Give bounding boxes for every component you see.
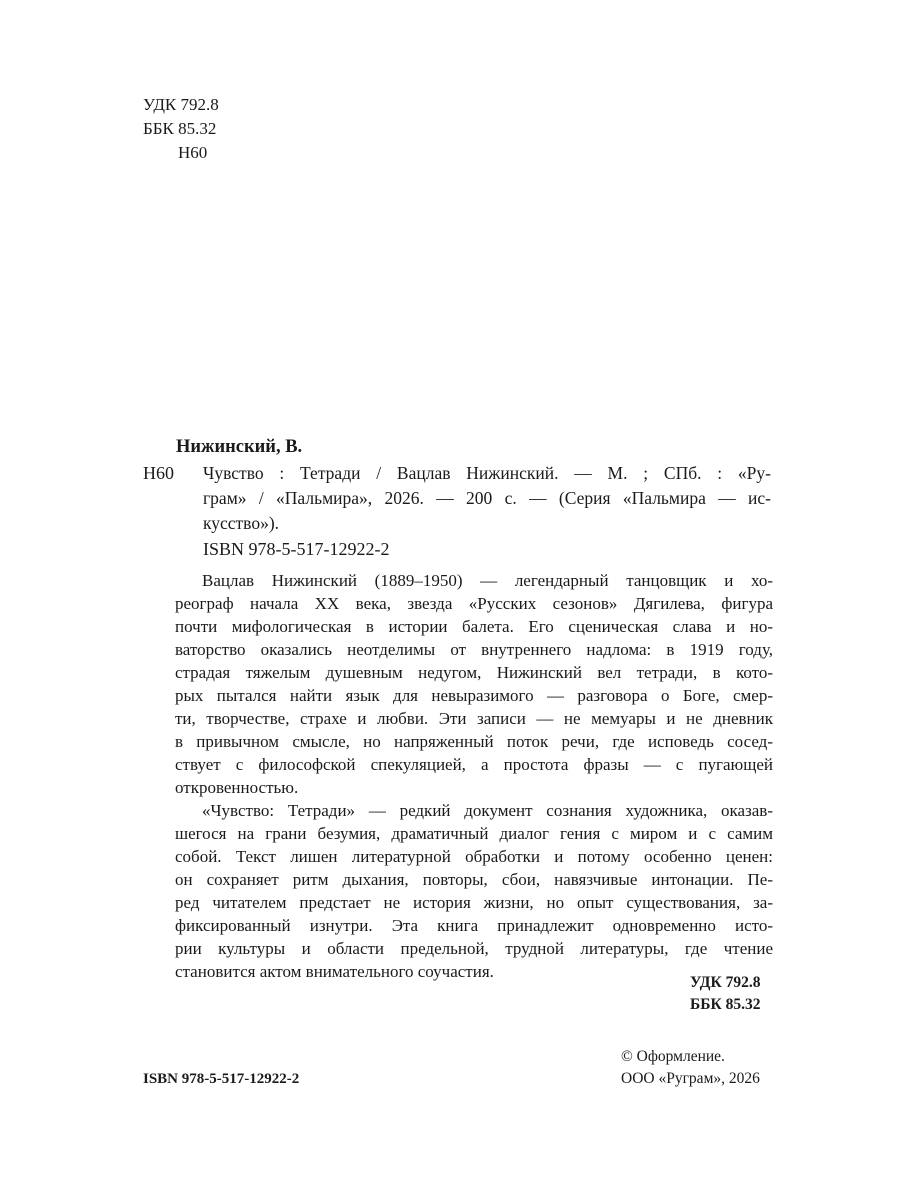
annotation-line: в привычном смысле, но напряженный поток речи, где исповедь сосед- (175, 732, 773, 751)
annotation-line: почти мифологическая в истории балета. Его сценическая слава и но- (175, 617, 773, 636)
bottom-bbk: ББК 85.32 (690, 996, 761, 1013)
bibliographic-description (203, 461, 771, 536)
annotation-line: «Чувство: Тетради» — редкий документ сознания художника, оказав- (202, 801, 773, 820)
record-author: Нижинский, В. (176, 437, 303, 457)
annotation-line: ти, творчестве, страхе и любви. Эти записи — не мемуары и не дневник (175, 709, 773, 728)
annotation-line: становится актом внимательного соучастия. (175, 962, 494, 981)
biblio-line: грам» / «Пальмира», 2026. — 200 с. — (Серия «Пальмира — ис- (203, 488, 771, 508)
record-isbn: ISBN 978-5-517-12922-2 (203, 539, 390, 559)
annotation-line: собой. Текст лишен литературной обработки и потому особенно ценен: (175, 847, 773, 866)
record-code: Н60 (143, 463, 174, 483)
annotation-line: ствует с философской спекуляцией, а простота фразы — с пугающей (175, 755, 773, 774)
biblio-line: Чувство : Тетради / Вацлав Нижинский. — М. ; СПб. : «Ру- (203, 463, 771, 483)
annotation-line: он сохраняет ритм дыхания, повторы, сбои, навязчивые интонации. Пе- (175, 870, 773, 889)
annotation-line: откровенностью. (175, 778, 299, 797)
author-code: Н60 (178, 143, 208, 162)
bottom-udk: УДК 792.8 (690, 974, 761, 991)
copyright-block (593, 1046, 760, 1090)
copyright-line: ООО «Руграм», 2026 (621, 1070, 760, 1087)
annotation-line: ваторство оказались неотделимы от внутреннего надлома: в 1919 году, (175, 640, 773, 659)
classification-block (143, 93, 219, 165)
annotation-line: ред читателем предстает не история жизни, но опыт существования, за- (175, 893, 773, 912)
annotation-line: Вацлав Нижинский (1889–1950) — легендарный танцовщик и хо- (202, 571, 773, 590)
annotation-line: реограф начала XX века, звезда «Русских сезонов» Дягилева, фигура (175, 594, 773, 613)
udk-code: УДК 792.8 (143, 95, 219, 114)
annotation (175, 569, 773, 983)
biblio-line: кусство»). (203, 513, 280, 533)
annotation-line: страдая тяжелым душевным недугом, Нижинский вел тетради, в кото- (175, 663, 773, 682)
bottom-codes (690, 972, 760, 1016)
annotation-line: рии культуры и области предельной, трудной литературы, где чтение (175, 939, 773, 958)
footer-isbn: ISBN 978-5-517-12922-2 (143, 1071, 300, 1087)
bbk-code: ББК 85.32 (143, 119, 217, 138)
annotation-line: рых пытался найти язык для невыразимого — разговора о Боге, смер- (175, 686, 773, 705)
copyright-line: © Оформление. (621, 1048, 725, 1065)
annotation-line: шегося на грани безумия, драматичный диалог гения с миром и с самим (175, 824, 773, 843)
annotation-line: фиксированный изнутри. Эта книга принадлежит одновременно исто- (175, 916, 773, 935)
